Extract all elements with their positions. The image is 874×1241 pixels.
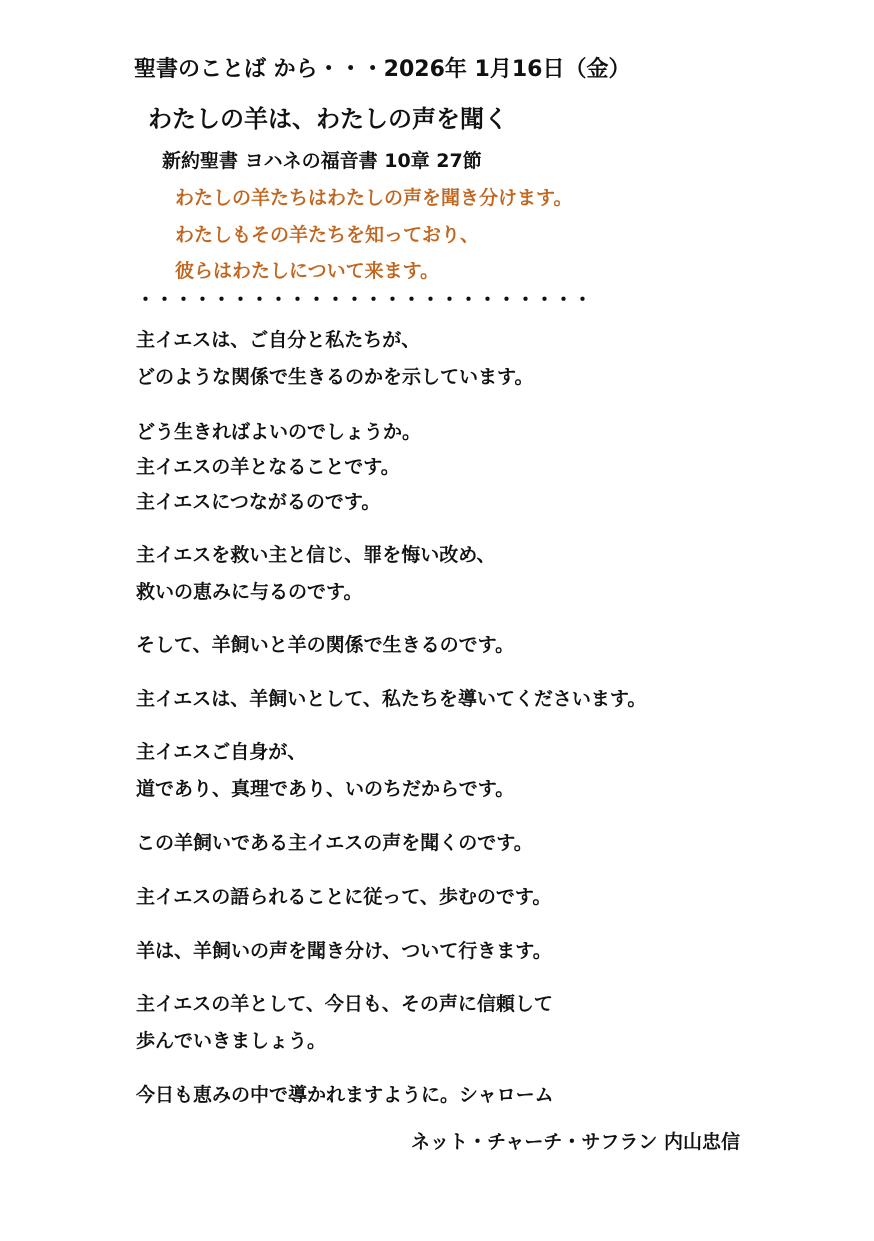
verse-line: わたしの羊たちはわたしの声を聞き分けます。 [175, 187, 573, 209]
body-line: 道であり、真理であり、いのちだからです。 [136, 778, 515, 800]
body-line: そして、羊飼いと羊の関係で生きるのです。 [136, 634, 515, 656]
body-line: 救いの恵みに与るのです。 [136, 581, 363, 603]
sermon-title: わたしの羊は、わたしの声を聞く [148, 105, 508, 133]
body-line: 主イエスは、羊飼いとして、私たちを導いてくださいます。 [136, 688, 647, 710]
header-date-title: 聖書のことば から・・・2026年 1月16日（金） [134, 57, 631, 82]
body-line: 主イエスの羊として、今日も、その声に信頼して [136, 993, 553, 1015]
body-line: 主イエスを救い主と信じ、罪を悔い改め、 [136, 544, 496, 566]
body-line: どのような関係で生きるのかを示しています。 [136, 366, 534, 388]
signature: ネット・チャーチ・サフラン 内山忠信 [411, 1131, 741, 1153]
body-line: どう生きればよいのでしょうか。 [136, 421, 422, 443]
verse-line: わたしもその羊たちを知っており、 [175, 224, 480, 246]
body-line: 主イエスの語られることに従って、歩むのです。 [136, 886, 552, 908]
body-line: 主イエスの羊となることです。 [136, 456, 400, 478]
body-line: 主イエスは、ご自分と私たちが、 [136, 329, 421, 351]
body-line: 主イエスにつながるのです。 [136, 491, 381, 513]
body-line: 今日も恵みの中で導かれますように。シャローム [136, 1084, 554, 1106]
scripture-citation: 新約聖書 ヨハネの福音書 10章 27節 [162, 150, 482, 172]
verse-line: 彼らはわたしについて来ます。 [175, 260, 440, 282]
body-line: 羊は、羊飼いの声を聞き分け、ついて行きます。 [136, 940, 552, 962]
body-line: 主イエスご自身が、 [136, 741, 307, 763]
body-line: この羊飼いである主イエスの声を聞くのです。 [136, 832, 533, 854]
body-line: 歩んでいきましょう。 [136, 1030, 327, 1052]
dotted-divider: ・・・・・・・・・・・・・・・・・・・・・・・・ [136, 289, 593, 311]
